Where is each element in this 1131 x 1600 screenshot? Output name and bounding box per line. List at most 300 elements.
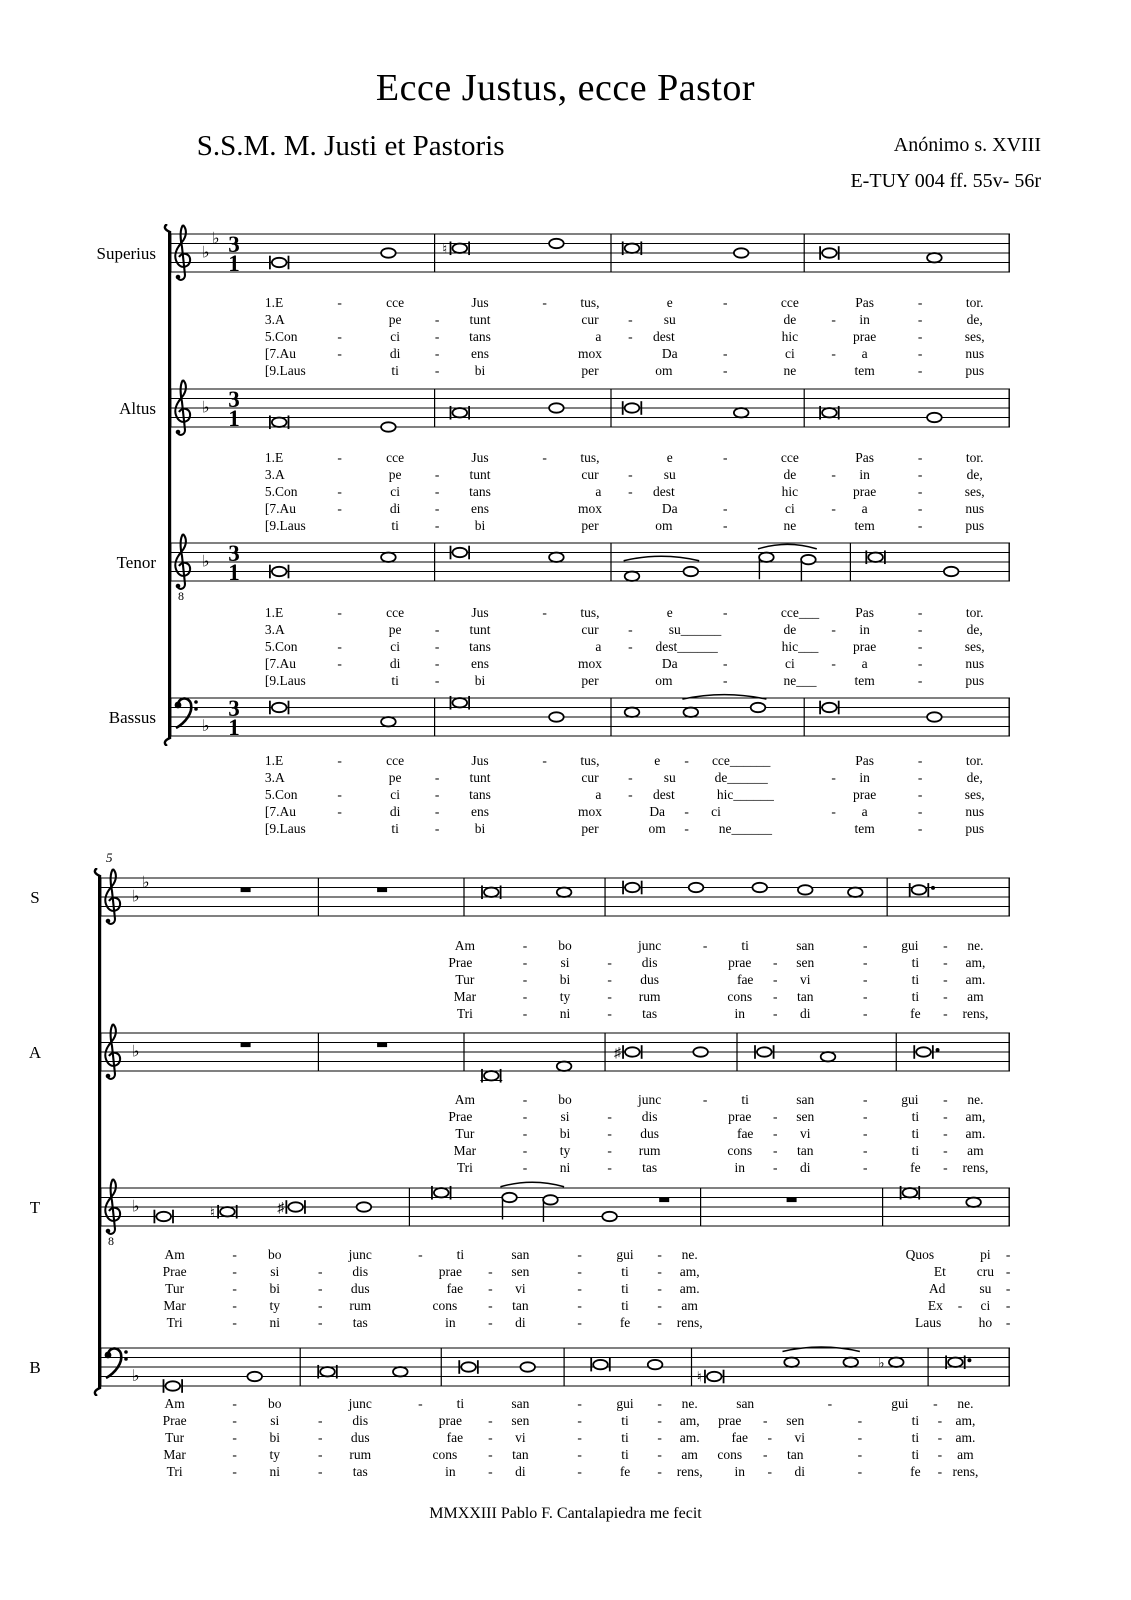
lyric-syllable: Da [649, 804, 666, 819]
tie-arc [758, 544, 817, 549]
whole-rest-icon [377, 1043, 387, 1048]
flat-key-signature-icon: ♭ [202, 244, 210, 262]
lyric-hyphen: - [863, 989, 868, 1004]
lyric-hyphen: - [434, 639, 440, 654]
lyric-syllable: ti [391, 518, 399, 533]
lyric-syllable: 1.E [264, 295, 284, 310]
lyric-syllable: cur [581, 312, 599, 327]
lyric-syllable: ti [911, 972, 920, 987]
lyric-syllable: [7.Au [264, 346, 297, 361]
lyric-line [170, 605, 1010, 622]
lyric-line [100, 1109, 1010, 1126]
lyric-syllable: a [861, 656, 868, 671]
lyric-line [170, 501, 1010, 518]
breve-note-icon [154, 1210, 173, 1224]
lyric-syllable: sen [786, 1413, 805, 1428]
lyric-hyphen: - [337, 753, 342, 768]
lyric-syllable: am, [955, 1413, 976, 1428]
lyric-syllable: cce______ [711, 753, 771, 768]
lyric-hyphen: - [488, 1413, 493, 1428]
lyric-syllable: bi [269, 1281, 280, 1296]
accidental-icon: ♯ [277, 1201, 285, 1216]
lyric-syllable: su [663, 770, 676, 785]
lyric-syllable: fae [736, 972, 754, 987]
whole-note-icon [689, 883, 704, 892]
breve-note-icon [270, 256, 289, 270]
lyric-syllable: ho [978, 1315, 993, 1330]
lyric-syllable: rens, [676, 1315, 703, 1330]
lyric-syllable: bi [559, 1126, 571, 1141]
lyric-hyphen: - [657, 1464, 662, 1479]
lyric-syllable: ses, [964, 484, 985, 499]
flat-key-signature-icon: ♭ [142, 874, 150, 892]
lyric-hyphen: - [522, 1126, 528, 1141]
lyric-syllable: a [861, 804, 868, 819]
lyric-hyphen: - [542, 605, 547, 620]
lyric-hyphen: - [1005, 1298, 1011, 1313]
lyric-hyphen: - [337, 787, 342, 802]
whole-note-icon [734, 408, 749, 417]
lyric-line [100, 1430, 1010, 1447]
lyric-syllable: bi [269, 1430, 280, 1445]
lyric-hyphen: - [577, 1430, 582, 1445]
lyric-syllable: Am [164, 1247, 185, 1262]
lyric-hyphen: - [337, 501, 342, 516]
tie-arc [500, 1182, 564, 1187]
lyric-syllable: e [666, 605, 673, 620]
lyric-syllable: nus [965, 804, 985, 819]
lyric-line [100, 1143, 1010, 1160]
voice-label-superius: Superius [96, 244, 156, 263]
lyric-syllable: e [666, 450, 673, 465]
lyric-syllable: dest______ [655, 639, 718, 654]
lyric-hyphen: - [831, 467, 836, 482]
lyric-syllable: tans [469, 484, 491, 499]
lyric-line [170, 753, 1010, 770]
lyric-hyphen: - [657, 1298, 662, 1313]
lyric-syllable: Pas [855, 295, 875, 310]
flat-key-signature-icon: ♭ [132, 888, 140, 906]
lyric-syllable: rens, [962, 1160, 989, 1175]
lyric-syllable: tus, [580, 605, 600, 620]
lyric-syllable: junc [638, 938, 662, 953]
lyric-syllable: ti [911, 1126, 920, 1141]
lyric-syllable: a [595, 787, 602, 802]
lyric-hyphen: - [418, 1396, 423, 1411]
lyric-syllable: pus [965, 821, 985, 836]
accidental-icon: ♮ [209, 1205, 215, 1221]
lyric-syllable: ni [269, 1464, 280, 1479]
lyric-syllable: de [783, 622, 797, 637]
staff-notation-s [100, 858, 1012, 950]
svg-text:8: 8 [108, 1234, 114, 1248]
whole-note-icon [549, 239, 564, 248]
whole-note-icon [381, 248, 396, 257]
lyric-syllable: mox [577, 804, 603, 819]
lyric-syllable: Prae [448, 1109, 473, 1124]
whole-note-icon [549, 712, 564, 721]
voice-label-a: A [28, 1043, 42, 1062]
lyric-syllable: ne. [967, 938, 984, 953]
whole-note-icon [549, 553, 564, 562]
lyric-syllable: hic [781, 484, 799, 499]
lyric-syllable: in [734, 1464, 745, 1479]
lyric-syllable: sen [796, 955, 815, 970]
lyric-syllable: vi [799, 1126, 811, 1141]
lyric-syllable: tor. [965, 605, 984, 620]
lyric-hyphen: - [943, 1092, 948, 1107]
lyric-syllable: vi [799, 972, 811, 987]
lyric-syllable: ci [390, 639, 400, 654]
lyric-line [170, 787, 1010, 804]
lyric-syllable: cons [432, 1298, 458, 1313]
lyric-syllable: su [979, 1281, 992, 1296]
lyric-hyphen: - [917, 639, 923, 654]
lyric-hyphen: - [522, 1092, 528, 1107]
lyric-hyphen: - [577, 1298, 582, 1313]
lyric-syllable: de [783, 312, 797, 327]
lyric-syllable: tem [854, 518, 875, 533]
lyric-hyphen: - [767, 1430, 772, 1445]
lyric-syllable: tunt [469, 770, 491, 785]
lyric-syllable: bo [558, 1092, 572, 1107]
lyric-hyphen: - [628, 639, 633, 654]
lyric-syllable: Jus [471, 605, 489, 620]
voice-label-tenor: Tenor [116, 553, 156, 572]
lyric-hyphen: - [863, 1006, 868, 1021]
lyric-syllable: [7.Au [264, 804, 297, 819]
whole-note-icon [784, 1358, 799, 1367]
lyric-hyphen: - [722, 673, 728, 688]
lyric-syllable: su______ [668, 622, 722, 637]
lyric-hyphen: - [917, 787, 923, 802]
lyric-syllable: ni [559, 1160, 571, 1175]
lyric-hyphen: - [317, 1430, 323, 1445]
lyric-line [170, 295, 1010, 312]
lyric-syllable: ne. [957, 1396, 974, 1411]
lyric-syllable: de, [966, 467, 983, 482]
lyric-syllable: Jus [471, 753, 489, 768]
lyric-syllable: gui [891, 1396, 909, 1411]
lyric-syllable: dest [653, 484, 675, 499]
lyric-hyphen: - [434, 501, 440, 516]
lyric-hyphen: - [434, 656, 440, 671]
whole-note-icon [966, 1198, 981, 1207]
lyric-syllable: san [511, 1247, 530, 1262]
lyric-syllable: per [581, 673, 599, 688]
lyric-syllable: ti [911, 1447, 920, 1462]
lyric-syllable: cons [727, 989, 753, 1004]
lyric-syllable: di [515, 1315, 526, 1330]
lyric-hyphen: - [434, 346, 440, 361]
lyric-hyphen: - [522, 989, 528, 1004]
whole-rest-icon [241, 1043, 251, 1048]
lyric-syllable: rens, [952, 1464, 979, 1479]
whole-note-icon [684, 708, 699, 717]
whole-note-icon [381, 717, 396, 726]
lyric-hyphen: - [232, 1264, 237, 1279]
whole-note-icon [625, 572, 640, 581]
lyric-syllable: di [799, 1006, 811, 1021]
lyric-hyphen: - [762, 1413, 768, 1428]
lyric-syllable: di [389, 501, 401, 516]
lyric-syllable: fae [736, 1126, 754, 1141]
lyric-syllable: [7.Au [264, 656, 297, 671]
lyric-hyphen: - [488, 1430, 493, 1445]
lyric-hyphen: - [762, 1447, 768, 1462]
lyric-hyphen: - [434, 622, 440, 637]
whole-note-icon [751, 703, 766, 712]
lyric-hyphen: - [943, 972, 948, 987]
lyric-hyphen: - [831, 804, 836, 819]
lyric-syllable: di [389, 346, 401, 361]
lyric-syllable: di [389, 656, 401, 671]
lyric-syllable: om [655, 673, 673, 688]
lyric-hyphen: - [317, 1298, 323, 1313]
svg-text:8: 8 [178, 589, 184, 603]
half-note-icon [759, 553, 774, 580]
lyric-syllable: rum [349, 1447, 372, 1462]
lyric-hyphen: - [337, 295, 342, 310]
breve-note-icon [270, 565, 289, 579]
lyric-syllable: ses, [964, 639, 985, 654]
lyric-syllable: ci [785, 346, 795, 361]
lyric-hyphen: - [722, 605, 728, 620]
lyric-syllable: gui [901, 938, 919, 953]
lyric-syllable: ci [711, 804, 721, 819]
whole-note-icon [648, 1360, 663, 1369]
lyric-hyphen: - [577, 1447, 582, 1462]
lyric-syllable: am. [679, 1430, 700, 1445]
lyric-hyphen: - [943, 955, 948, 970]
lyric-line [100, 938, 1010, 955]
lyric-syllable: 5.Con [264, 787, 298, 802]
whole-note-icon [520, 1362, 535, 1371]
lyric-syllable: di [799, 1160, 811, 1175]
lyric-syllable: ni [559, 1006, 571, 1021]
lyric-syllable: si [270, 1413, 280, 1428]
lyric-hyphen: - [434, 673, 440, 688]
lyric-syllable: vi [515, 1430, 526, 1445]
lyric-syllable: nus [965, 346, 985, 361]
lyric-hyphen: - [917, 605, 923, 620]
lyric-syllable: tus, [580, 450, 600, 465]
lyric-hyphen: - [917, 804, 923, 819]
lyric-syllable: bi [474, 821, 486, 836]
lyric-hyphen: - [863, 1126, 868, 1141]
lyric-hyphen: - [488, 1264, 493, 1279]
whole-note-icon [944, 567, 959, 576]
lyric-line [100, 1447, 1010, 1464]
lyric-hyphen: - [657, 1396, 662, 1411]
lyric-syllable: di [515, 1464, 526, 1479]
lyric-syllable: tan [512, 1447, 529, 1462]
lyric-syllable: pe [388, 312, 402, 327]
lyric-syllable: prae [438, 1413, 462, 1428]
lyric-syllable: bi [474, 363, 486, 378]
lyric-line [170, 656, 1010, 673]
breve-note-icon [459, 1360, 478, 1374]
lyric-line [100, 972, 1010, 989]
flat-key-signature-icon: ♭ [202, 553, 210, 571]
lyric-hyphen: - [434, 787, 440, 802]
lyric-hyphen: - [657, 1430, 662, 1445]
manuscript-source: E-TUY 004 ff. 55v- 56r [850, 170, 1041, 192]
lyric-hyphen: - [917, 501, 923, 516]
breve-note-icon [286, 1200, 305, 1214]
lyric-hyphen: - [863, 1143, 868, 1158]
lyric-line [170, 312, 1010, 329]
tie-arc [624, 556, 700, 561]
lyric-syllable: ti [621, 1413, 629, 1428]
time-signature-denominator: 1 [228, 251, 240, 276]
lyric-syllable: pe [388, 622, 402, 637]
lyric-syllable: rens, [962, 1006, 989, 1021]
lyric-syllable: ti [391, 673, 399, 688]
lyric-syllable: hic [781, 329, 799, 344]
lyric-syllable: pus [965, 363, 985, 378]
lyric-hyphen: - [863, 1109, 868, 1124]
lyric-syllable: Da [661, 346, 678, 361]
lyric-syllable: ti [456, 1247, 465, 1262]
lyric-syllable: 5.Con [264, 484, 298, 499]
lyric-hyphen: - [702, 938, 708, 953]
lyric-hyphen: - [232, 1396, 237, 1411]
lyric-syllable: om [655, 518, 673, 533]
lyric-syllable: ne. [681, 1396, 698, 1411]
lyric-hyphen: - [917, 295, 923, 310]
lyric-line [100, 955, 1010, 972]
lyric-syllable: si [560, 1109, 570, 1124]
lyric-syllable: mox [577, 656, 603, 671]
lyric-hyphen: - [434, 484, 440, 499]
lyric-syllable: cce [386, 753, 405, 768]
lyric-syllable: Ex [927, 1298, 943, 1313]
lyric-hyphen: - [722, 656, 728, 671]
lyric-line [170, 622, 1010, 639]
accidental-icon: ♭ [877, 1356, 885, 1372]
lyric-hyphen: - [722, 295, 728, 310]
lyric-hyphen: - [628, 312, 633, 327]
lyric-hyphen: - [943, 1143, 948, 1158]
lyric-hyphen: - [684, 821, 689, 836]
lyric-hyphen: - [857, 1413, 863, 1428]
whole-rest-icon [377, 888, 387, 893]
lyric-syllable: gui [616, 1396, 634, 1411]
lyric-hyphen: - [577, 1247, 582, 1262]
whole-note-icon [625, 708, 640, 717]
lyric-syllable: san [736, 1396, 755, 1411]
lyric-syllable: pus [965, 673, 985, 688]
treble-clef-icon [105, 1179, 120, 1248]
lyric-syllable: tas [642, 1006, 658, 1021]
lyric-syllable: a [595, 484, 602, 499]
lyric-syllable: vi [515, 1281, 526, 1296]
lyric-syllable: rum [638, 989, 661, 1004]
lyric-syllable: [9.Laus [264, 673, 306, 688]
lyric-syllable: sen [796, 1109, 815, 1124]
lyric-hyphen: - [767, 1464, 772, 1479]
lyric-syllable: bi [474, 673, 486, 688]
lyric-hyphen: - [522, 1160, 528, 1175]
lyric-syllable: bi [559, 972, 571, 987]
lyric-syllable: gui [901, 1092, 919, 1107]
lyric-hyphen: - [232, 1281, 237, 1296]
lyric-syllable: cru [976, 1264, 995, 1279]
whole-note-icon [684, 567, 699, 576]
lyric-hyphen: - [488, 1281, 493, 1296]
lyric-hyphen: - [434, 518, 440, 533]
lyric-syllable: am [681, 1298, 698, 1313]
lyric-hyphen: - [434, 804, 440, 819]
lyric-syllable: ne. [967, 1092, 984, 1107]
lyric-syllable: dis [352, 1413, 369, 1428]
lyric-syllable: vi [794, 1430, 806, 1445]
lyric-syllable: 1.E [264, 753, 284, 768]
lyric-line [100, 1413, 1010, 1430]
flat-key-signature-icon: ♭ [132, 1043, 140, 1061]
lyric-hyphen: - [933, 1396, 938, 1411]
voice-label-b: B [29, 1358, 41, 1377]
voice-label-t: T [29, 1198, 41, 1217]
lyric-syllable: pus [965, 518, 985, 533]
lyric-hyphen: - [628, 467, 633, 482]
whole-note-icon [557, 888, 572, 897]
lyric-syllable: de, [966, 622, 983, 637]
lyric-syllable: fae [731, 1430, 748, 1445]
accidental-icon: ♮ [442, 242, 448, 258]
half-note-icon [801, 555, 816, 582]
lyric-syllable: in [859, 467, 870, 482]
lyric-syllable: Prae [162, 1413, 187, 1428]
lyric-hyphen: - [1005, 1247, 1011, 1262]
lyric-syllable: de [783, 467, 797, 482]
lyric-syllable: a [861, 501, 868, 516]
lyric-syllable: pe [388, 770, 402, 785]
lyric-syllable: in [734, 1006, 745, 1021]
lyric-hyphen: - [722, 501, 728, 516]
lyric-syllable: tas [352, 1315, 368, 1330]
lyric-syllable: ti [911, 1109, 920, 1124]
lyric-hyphen: - [857, 1447, 863, 1462]
lyric-hyphen: - [488, 1447, 493, 1462]
bass-clef-icon [105, 1348, 128, 1378]
whole-note-icon [848, 888, 863, 897]
lyric-syllable: cur [581, 770, 599, 785]
lyric-syllable: dus [350, 1430, 370, 1445]
lyric-line [100, 1247, 1010, 1264]
lyric-hyphen: - [831, 501, 836, 516]
lyric-hyphen: - [232, 1315, 237, 1330]
lyric-hyphen: - [831, 346, 836, 361]
lyric-syllable: in [859, 622, 870, 637]
lyric-syllable: in [445, 1464, 456, 1479]
lyric-hyphen: - [722, 346, 728, 361]
whole-note-icon [734, 248, 749, 257]
lyric-syllable: am, [965, 955, 986, 970]
lyric-syllable: am, [679, 1413, 700, 1428]
whole-note-icon [247, 1372, 262, 1381]
lyric-hyphen: - [434, 329, 440, 344]
lyric-line [170, 484, 1010, 501]
lyric-hyphen: - [831, 622, 836, 637]
lyric-hyphen: - [337, 804, 342, 819]
lyric-hyphen: - [628, 770, 633, 785]
lyric-hyphen: - [684, 804, 689, 819]
lyric-hyphen: - [772, 1160, 778, 1175]
lyric-syllable: [9.Laus [264, 518, 306, 533]
lyric-hyphen: - [863, 955, 868, 970]
